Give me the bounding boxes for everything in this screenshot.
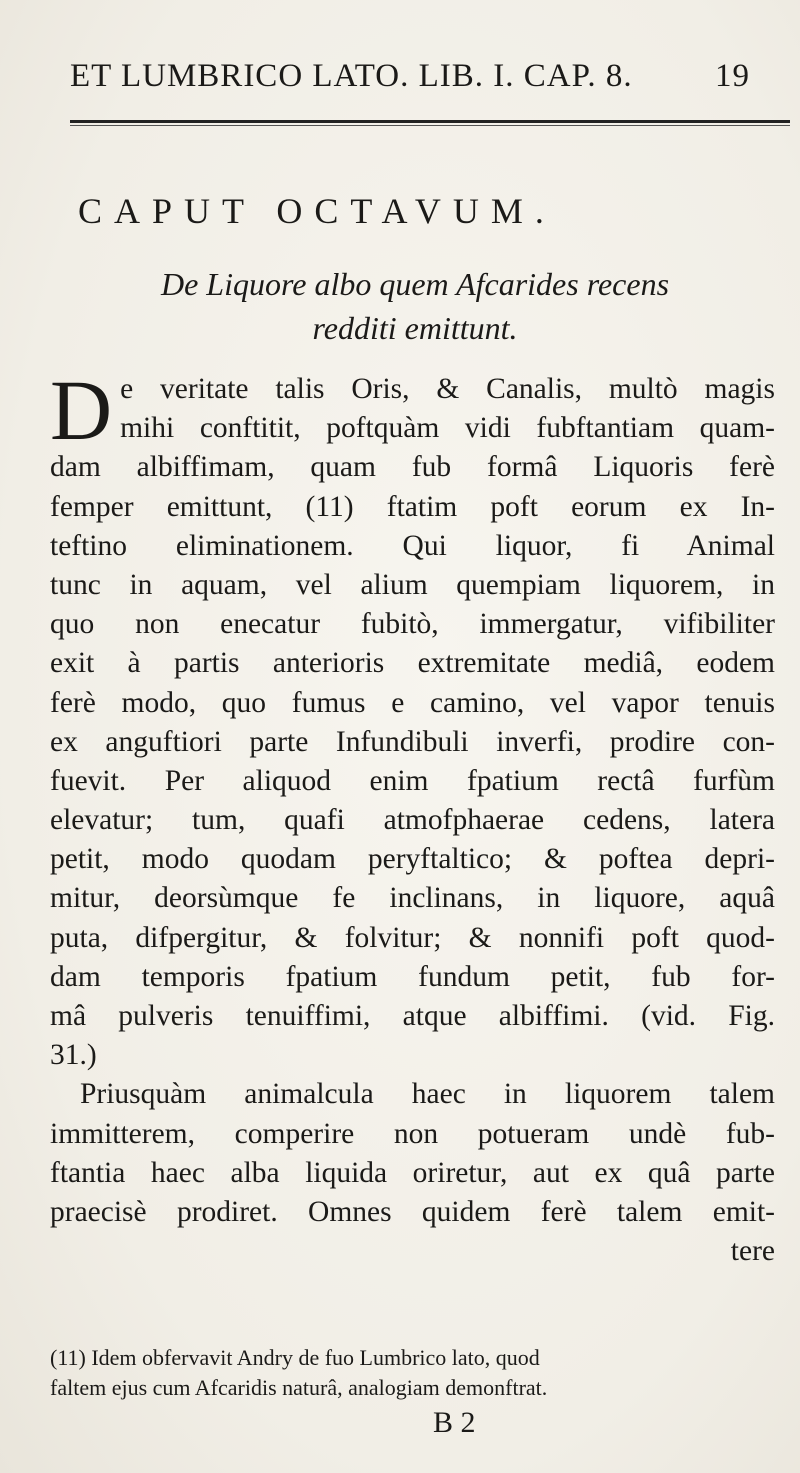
body-line: elevatur; tum, quafi atmofphaerae cedens, latera [50,804,775,837]
signature-mark: B 2 [433,1406,476,1439]
drop-cap: D [50,362,113,458]
body-line: mihi conftitit, poftquàm vidi fubftantiam quam- [120,412,775,445]
footnote-line-2: faltem ejus cum Afcaridis naturâ, analogiam demonftrat. [50,1375,548,1400]
page-number: 19 [715,58,750,94]
body-line: teftino eliminationem. Qui liquor, fi Animal [50,529,775,562]
body-line: dam albiffimam, quam fub formâ Liquoris ferè [50,451,775,484]
chapter-title: CAPUT OCTAVUM. [78,191,556,231]
body-line: quo non enecatur fubitò, immergatur, vifibiliter [50,608,775,641]
body-line: exit à partis anterioris extremitate mediâ, eodem [50,647,775,680]
body-line: tunc in aquam, vel alium quempiam liquorem, in [50,568,775,601]
catchword: tere [730,1235,775,1268]
body-line: puta, difpergitur, & folvitur; & nonnifi poft quod- [50,921,775,954]
subtitle-line-2: redditi emittunt. [312,310,518,346]
body-line: ex anguftiori parte Infundibuli inverfi, prodire con- [50,725,775,758]
body-line: dam temporis fpatium fundum petit, fub for- [50,960,775,993]
body-line: petit, modo quodam peryftaltico; & poftea depri- [50,843,775,876]
body-line: 31.) [50,1039,97,1072]
body-line: fuevit. Per aliquod enim fpatium rectâ furfùm [50,764,775,797]
body-line: immitterem, comperire non potueram undè fub- [50,1117,775,1150]
header-rule-thin [70,125,790,126]
body-line: praecisè prodiret. Omnes quidem ferè talem emit- [50,1195,775,1228]
body-line: ftantia haec alba liquida oriretur, aut ex quâ parte [50,1156,775,1189]
running-head-text: ET LUMBRICO LATO. LIB. I. CAP. 8. [70,58,633,94]
body-line: Priusquàm animalcula haec in liquorem talem [80,1078,775,1111]
chapter-subtitle [60,262,770,350]
body-line: mâ pulveris tenuiffimi, atque albiffimi. (vid. Fig. [50,1000,775,1032]
body-line: ferè modo, quo fumus e camino, vel vapor tenuis [50,686,775,719]
body-line: femper emittunt, (11) ftatim poft eorum ex In- [50,490,775,523]
footnote [50,1343,765,1403]
running-head [70,58,750,95]
header-rule [70,120,790,123]
subtitle-line-1: De Liquore albo quem Afcarides recens [160,266,670,302]
body-line: e veritate talis Oris, & Canalis, multò magis [120,373,775,405]
body-line: mitur, deorsùmque fe inclinans, in liquore, aquâ [50,882,775,915]
body-text [50,362,775,1271]
footnote-line-1: (11) Idem obfervavit Andry de fuo Lumbrico lato, quod [50,1345,540,1370]
